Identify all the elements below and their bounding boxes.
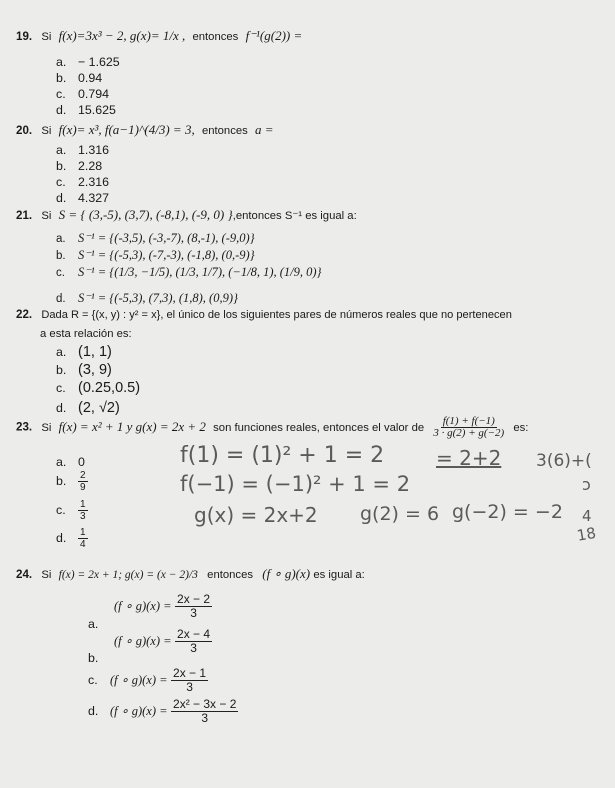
question-22-line2: a esta relación es: [40,328,132,340]
option-19c: c. 0.794 [56,87,110,101]
option-24b-letter: b. [88,651,99,665]
entonces-label: entonces [207,569,254,581]
question-24 [16,566,365,582]
option-23a: a. 0 [56,455,85,469]
option-21a: a. S⁻¹ = {(-3,5), (-3,-7), (8,-1), (-9,0)} [56,231,255,245]
question-text: Dada R = {(x, y) : y² = x}, el único de los siguientes pares de números reales que no pertenecen [41,309,512,321]
question-number: 24. [16,568,33,581]
handwritten-note-1c: 3(6)+( [536,451,592,471]
handwritten-note-3b: g(2) = 6 [360,503,440,525]
question-expression: f(x)=3x³ − 2, g(x)= 1/x , [58,28,186,43]
question-expression: f(x) = 2x + 1; g(x) = (x − 2)/3 [58,569,198,581]
option-23c: c. $\frac{1}{3}$ [56,499,86,522]
option-19a: a. − 1.625 [56,55,120,69]
option-22c: c. (0.25,0.5) [56,380,141,396]
composition: (f ∘ g)(x) [262,566,311,581]
option-22a: a. (1, 1) [56,344,112,360]
handwritten-note-2: f(−1) = (−1)² + 1 = 2 [180,472,411,496]
handwritten-note-1b: = 2+2 [436,446,502,470]
question-tail: es igual a: [313,569,365,581]
si-label: Si [41,31,52,43]
entonces-label: entonces [201,125,248,137]
handwritten-side-1: ↄ [582,475,591,494]
question-target: f⁻¹(g(2)) = [245,28,303,43]
option-23b: b. $\frac{2}{9}$ [56,470,86,493]
question-tail: ,entonces S⁻¹ es igual a: [232,210,357,222]
handwritten-note-3: g(x) = 2x+2 [194,503,318,527]
es-label: es: [513,421,529,434]
option-20a: a. 1.316 [56,143,110,157]
question-23 [16,416,528,439]
option-19b: b. 0.94 [56,71,103,85]
option-22d: d. (2, √2) [56,400,120,416]
option-21b: b. S⁻¹ = {(-5,3), (-7,-3), (-1,8), (0,-9)} [56,248,255,262]
option-21c: c. S⁻¹ = {(1/3, −1/5), (1/3, 1/7), (−1/8, 1), (1/9, 0)} [56,265,322,279]
entonces-label: entonces [192,31,239,43]
option-22b: b. (3, 9) [56,362,112,378]
si-label: Si [41,210,52,222]
option-24a-expr: (f ∘ g)(x) = $\frac{2x - 2}{3}$ [114,592,211,620]
question-number: 23. [16,420,33,434]
option-20b: b. 2.28 [56,159,103,173]
question-number: 21. [16,209,33,222]
question-text: son funciones reales, entonces el valor de [213,421,425,434]
question-22 [16,308,512,321]
option-19d: d. 15.625 [56,103,116,117]
question-20 [16,122,274,138]
option-20d: d. 4.327 [56,191,110,205]
question-number: 22. [16,308,33,321]
si-label: Si [41,125,52,137]
handwritten-note-1: f(1) = (1)² + 1 = 2 [180,443,385,468]
question-expression: S = { (3,-5), (3,7), (-8,1), (-9, 0) } [58,207,233,222]
question-21 [16,207,357,223]
option-24c: c. (f ∘ g)(x) = $\frac{2x - 1}{3}$ [88,666,207,694]
si-label: Si [41,421,52,434]
option-20c: c. 2.316 [56,175,110,189]
question-19 [16,28,302,44]
option-23d: d. $\frac{1}{4}$ [56,527,86,550]
handwritten-note-3c: g(−2) = −2 [452,501,563,523]
handwritten-side-2: 4 [582,507,592,525]
option-24a-letter: a. [88,617,99,631]
handwritten-side-3: 18 [575,523,598,545]
question-fraction: $\frac{f(1) + f(-1)}{3 \cdot g(2) + g(-2)}$ [433,415,505,439]
question-expression: f(x)= x³, f(a−1)^(4/3) = 3, [58,122,195,137]
question-number: 20. [16,124,33,137]
option-24b-expr: (f ∘ g)(x) = $\frac{2x - 4}{3}$ [114,627,211,655]
question-expression: f(x) = x² + 1 y g(x) = 2x + 2 [58,418,206,434]
option-21d: d. S⁻¹ = {(-5,3), (7,3), (1,8), (0,9)} [56,291,238,305]
si-label: Si [41,569,52,581]
question-target: a = [255,122,274,137]
question-number: 19. [16,30,33,43]
option-24d: d. (f ∘ g)(x) = $\frac{\text{2x² − 3x − 2}}{3}$ [88,697,237,725]
